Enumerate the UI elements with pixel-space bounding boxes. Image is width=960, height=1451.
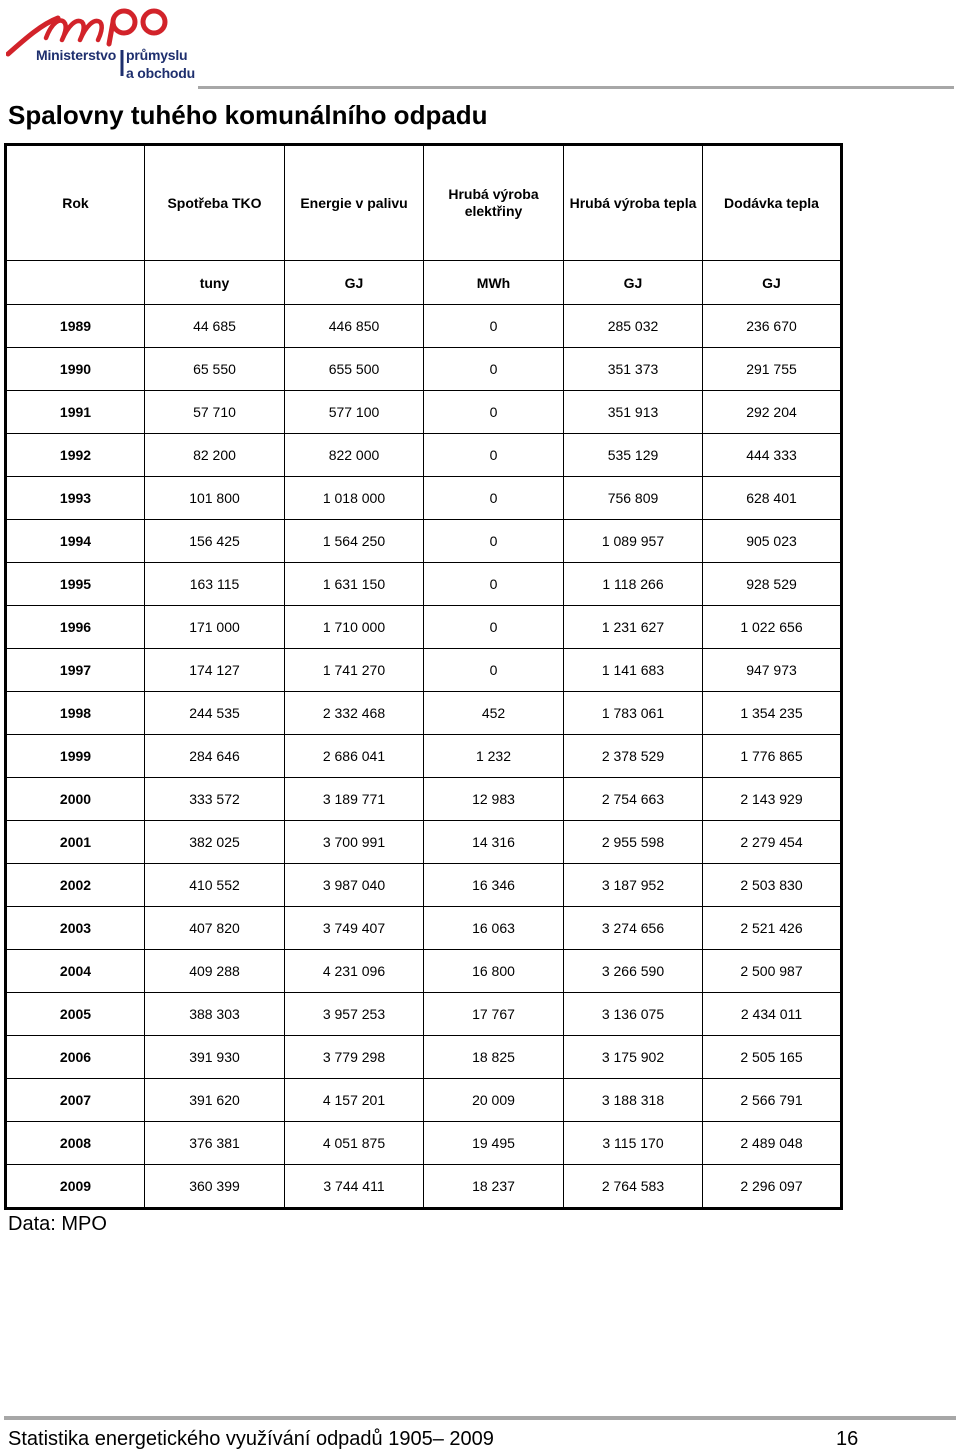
value-cell: 2 521 426	[703, 907, 842, 950]
incinerator-data-table	[4, 143, 843, 1210]
value-cell: 391 620	[145, 1079, 285, 1122]
value-cell: 376 381	[145, 1122, 285, 1165]
year-cell: 1993	[6, 477, 145, 520]
value-cell: 12 983	[424, 778, 564, 821]
year-cell: 1989	[6, 305, 145, 348]
value-cell: 4 051 875	[285, 1122, 424, 1165]
value-cell: 3 957 253	[285, 993, 424, 1036]
year-cell: 2008	[6, 1122, 145, 1165]
value-cell: 388 303	[145, 993, 285, 1036]
value-cell: 4 157 201	[285, 1079, 424, 1122]
year-cell: 1998	[6, 692, 145, 735]
table-row	[6, 434, 842, 477]
year-cell: 1999	[6, 735, 145, 778]
year-cell: 1994	[6, 520, 145, 563]
value-cell: 947 973	[703, 649, 842, 692]
ministry-logo	[6, 4, 196, 80]
value-cell: 2 566 791	[703, 1079, 842, 1122]
value-cell: 3 115 170	[564, 1122, 703, 1165]
value-cell: 2 754 663	[564, 778, 703, 821]
value-cell: 1 141 683	[564, 649, 703, 692]
value-cell: 3 136 075	[564, 993, 703, 1036]
table-row	[6, 821, 842, 864]
value-cell: 2 296 097	[703, 1165, 842, 1209]
value-cell: 20 009	[424, 1079, 564, 1122]
value-cell: 44 685	[145, 305, 285, 348]
table-row	[6, 391, 842, 434]
value-cell: 655 500	[285, 348, 424, 391]
year-cell: 2002	[6, 864, 145, 907]
table-row	[6, 735, 842, 778]
value-cell: 0	[424, 563, 564, 606]
value-cell: 0	[424, 305, 564, 348]
value-cell: 1 776 865	[703, 735, 842, 778]
value-cell: 905 023	[703, 520, 842, 563]
unit-cell	[6, 261, 145, 305]
year-cell: 2003	[6, 907, 145, 950]
column-header-heat-supply: Dodávka tepla	[703, 145, 842, 261]
value-cell: 14 316	[424, 821, 564, 864]
value-cell: 3 188 318	[564, 1079, 703, 1122]
value-cell: 351 913	[564, 391, 703, 434]
value-cell: 156 425	[145, 520, 285, 563]
value-cell: 16 063	[424, 907, 564, 950]
year-cell: 1997	[6, 649, 145, 692]
value-cell: 407 820	[145, 907, 285, 950]
column-header-gross-heat: Hrubá výroba tepla	[564, 145, 703, 261]
data-table-container	[4, 143, 842, 1210]
logo-line-3: a obchodu	[126, 65, 195, 81]
value-cell: 2 686 041	[285, 735, 424, 778]
value-cell: 628 401	[703, 477, 842, 520]
value-cell: 3 274 656	[564, 907, 703, 950]
value-cell: 410 552	[145, 864, 285, 907]
value-cell: 1 089 957	[564, 520, 703, 563]
value-cell: 0	[424, 391, 564, 434]
value-cell: 3 700 991	[285, 821, 424, 864]
value-cell: 284 646	[145, 735, 285, 778]
value-cell: 3 987 040	[285, 864, 424, 907]
value-cell: 3 175 902	[564, 1036, 703, 1079]
page-title: Spalovny tuhého komunálního odpadu	[8, 100, 488, 130]
value-cell: 3 749 407	[285, 907, 424, 950]
value-cell: 2 503 830	[703, 864, 842, 907]
value-cell: 1 018 000	[285, 477, 424, 520]
table-row	[6, 649, 842, 692]
value-cell: 3 189 771	[285, 778, 424, 821]
value-cell: 2 378 529	[564, 735, 703, 778]
unit-cell: tuny	[145, 261, 285, 305]
units-row	[6, 261, 842, 305]
page-number: 16	[836, 1428, 859, 1450]
value-cell: 285 032	[564, 305, 703, 348]
value-cell: 0	[424, 649, 564, 692]
header-divider	[198, 86, 954, 89]
data-source-note: Data: MPO	[8, 1213, 107, 1235]
value-cell: 535 129	[564, 434, 703, 477]
footer-title: Statistika energetického využívání odpadů 1905– 2009	[8, 1428, 494, 1450]
table-row	[6, 520, 842, 563]
column-header-waste-consumption: Spotřeba TKO	[145, 145, 285, 261]
table-row	[6, 563, 842, 606]
value-cell: 18 237	[424, 1165, 564, 1209]
value-cell: 2 143 929	[703, 778, 842, 821]
value-cell: 2 279 454	[703, 821, 842, 864]
table-row	[6, 606, 842, 649]
year-cell: 2005	[6, 993, 145, 1036]
value-cell: 4 231 096	[285, 950, 424, 993]
value-cell: 0	[424, 520, 564, 563]
value-cell: 174 127	[145, 649, 285, 692]
value-cell: 101 800	[145, 477, 285, 520]
value-cell: 57 710	[145, 391, 285, 434]
value-cell: 3 266 590	[564, 950, 703, 993]
value-cell: 292 204	[703, 391, 842, 434]
value-cell: 928 529	[703, 563, 842, 606]
value-cell: 1 710 000	[285, 606, 424, 649]
value-cell: 18 825	[424, 1036, 564, 1079]
year-cell: 1990	[6, 348, 145, 391]
table-row	[6, 778, 842, 821]
table-row	[6, 692, 842, 735]
value-cell: 236 670	[703, 305, 842, 348]
value-cell: 16 800	[424, 950, 564, 993]
value-cell: 2 505 165	[703, 1036, 842, 1079]
year-cell: 2007	[6, 1079, 145, 1122]
value-cell: 333 572	[145, 778, 285, 821]
year-cell: 1992	[6, 434, 145, 477]
value-cell: 3 187 952	[564, 864, 703, 907]
value-cell: 17 767	[424, 993, 564, 1036]
table-row	[6, 993, 842, 1036]
value-cell: 2 955 598	[564, 821, 703, 864]
column-header-fuel-energy: Energie v palivu	[285, 145, 424, 261]
value-cell: 360 399	[145, 1165, 285, 1209]
value-cell: 82 200	[145, 434, 285, 477]
table-row	[6, 950, 842, 993]
value-cell: 446 850	[285, 305, 424, 348]
year-cell: 2001	[6, 821, 145, 864]
value-cell: 2 500 987	[703, 950, 842, 993]
footer-divider	[4, 1416, 956, 1420]
value-cell: 822 000	[285, 434, 424, 477]
value-cell: 756 809	[564, 477, 703, 520]
value-cell: 1 631 150	[285, 563, 424, 606]
column-header-year: Rok	[6, 145, 145, 261]
value-cell: 3 779 298	[285, 1036, 424, 1079]
value-cell: 382 025	[145, 821, 285, 864]
value-cell: 1 783 061	[564, 692, 703, 735]
table-row	[6, 348, 842, 391]
value-cell: 171 000	[145, 606, 285, 649]
value-cell: 163 115	[145, 563, 285, 606]
year-cell: 2009	[6, 1165, 145, 1209]
unit-cell: MWh	[424, 261, 564, 305]
value-cell: 391 930	[145, 1036, 285, 1079]
value-cell: 351 373	[564, 348, 703, 391]
table-row	[6, 1079, 842, 1122]
table-row	[6, 305, 842, 348]
value-cell: 1 118 266	[564, 563, 703, 606]
year-cell: 1996	[6, 606, 145, 649]
table-row	[6, 864, 842, 907]
value-cell: 2 489 048	[703, 1122, 842, 1165]
value-cell: 19 495	[424, 1122, 564, 1165]
year-cell: 1995	[6, 563, 145, 606]
value-cell: 1 354 235	[703, 692, 842, 735]
value-cell: 1 741 270	[285, 649, 424, 692]
value-cell: 1 022 656	[703, 606, 842, 649]
value-cell: 577 100	[285, 391, 424, 434]
value-cell: 16 346	[424, 864, 564, 907]
logo-line-2: průmyslu	[126, 47, 188, 63]
value-cell: 1 564 250	[285, 520, 424, 563]
value-cell: 2 764 583	[564, 1165, 703, 1209]
column-header-gross-electricity: Hrubá výroba elektřiny	[424, 145, 564, 261]
value-cell: 1 232	[424, 735, 564, 778]
table-row	[6, 1036, 842, 1079]
unit-cell: GJ	[285, 261, 424, 305]
value-cell: 409 288	[145, 950, 285, 993]
value-cell: 3 744 411	[285, 1165, 424, 1209]
table-row	[6, 1122, 842, 1165]
value-cell: 452	[424, 692, 564, 735]
unit-cell: GJ	[564, 261, 703, 305]
value-cell: 0	[424, 606, 564, 649]
value-cell: 444 333	[703, 434, 842, 477]
value-cell: 0	[424, 348, 564, 391]
value-cell: 2 332 468	[285, 692, 424, 735]
year-cell: 2000	[6, 778, 145, 821]
value-cell: 65 550	[145, 348, 285, 391]
year-cell: 2004	[6, 950, 145, 993]
value-cell: 244 535	[145, 692, 285, 735]
year-cell: 2006	[6, 1036, 145, 1079]
value-cell: 0	[424, 434, 564, 477]
table-row	[6, 1165, 842, 1209]
table-row	[6, 907, 842, 950]
table-header-row	[6, 145, 842, 261]
table-body	[6, 261, 842, 1209]
table-row	[6, 477, 842, 520]
value-cell: 2 434 011	[703, 993, 842, 1036]
year-cell: 1991	[6, 391, 145, 434]
value-cell: 291 755	[703, 348, 842, 391]
value-cell: 0	[424, 477, 564, 520]
value-cell: 1 231 627	[564, 606, 703, 649]
logo-line-1: Ministerstvo	[36, 47, 117, 63]
unit-cell: GJ	[703, 261, 842, 305]
